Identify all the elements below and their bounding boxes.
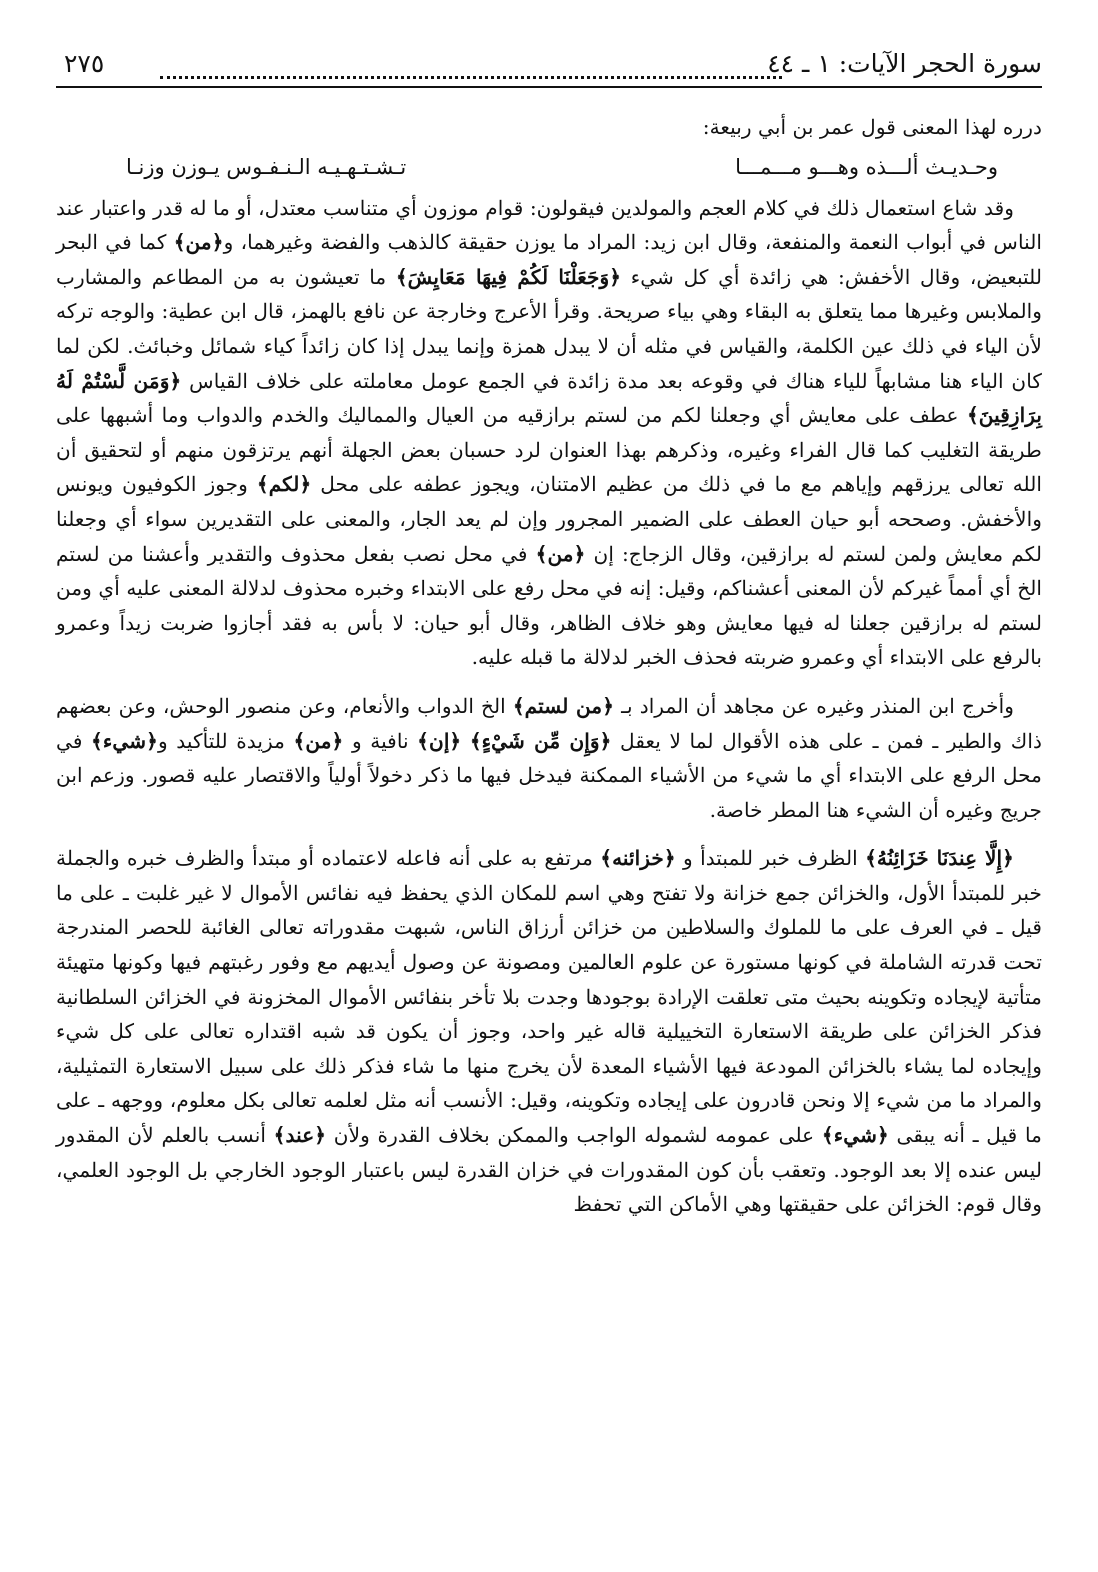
text-segment: في محل الرفع على الابتداء أي ما شيء من الأشياء الممكنة فيدخل فيها ما ذكر دخولاً أولياً والاقتصار عليه قصور. وزعم ابن جريج وغيره أن الشيء هنا المطر خاصة. (56, 728, 1042, 822)
quran-quote: ﴿من لستم﴾ (512, 693, 615, 718)
text-segment: كما في البحر للتبعيض، وقال الأخفش: هي زائدة أي كل شيء (56, 230, 1042, 289)
text-segment: في محل نصب بفعل محذوف والتقدير وأعشنا من لستم الخ أي أمماً غيركم لأن المعنى أعشناكم، وقيل: إنه في محل رفع على الابتداء وخبره محذوف لدلالة المعنى عليه أي ومن لستم له برازقين جعلنا له فيها معايش وهو خلاف الظاهر، وقال أبو حيان: لا بأس به فقد أجازوا ضربت زيداً وعمرو بالرفع على الابتداء أي وعمرو ضربته فحذف الخبر لدلالة ما قبله عليه. (56, 541, 1042, 670)
text-segment: ما تعيشون به من المطاعم والمشارب والملابس وغيرها مما يتعلق به البقاء وهي بياء صريحة. وقرأ الأعرج وخارجة عن نافع بالهمز، قال ابن عطية: والوجه تركه لأن الياء في ذلك عين الكلمة، والقياس في مثله أن لا يبدل همزة وإنما يبدل إذا كان زائداً كياء شمائل وخبائث. لكن لما كان الياء هنا مشابهاً للياء هناك في وقوعه بعد مدة زائدة في الجمع عومل معاملته على خلاف القياس (56, 264, 1042, 393)
poetry-verse (56, 149, 1042, 185)
quran-quote: ﴿شيء﴾ (821, 1123, 889, 1148)
quran-quote: ﴿وَجَعَلْنَا لَكُمْ فِيهَا مَعَايِشَ﴾ (395, 264, 622, 289)
text-segment: مرتفع به على أنه فاعله لاعتماده أو مبتدأ والظرف خبره والجملة خبر للمبتدأ الأول، والخزائن جمع خزانة ولا تفتح وهي اسم للمكان الذي يحفظ فيه نفائس الأموال لا غير غلبت ـ على ما قيل ـ في العرف على ما للملوك والسلاطين من خزائن أرزاق الناس، شبهت مقدوراته تعالى الغائبة للحصر المندرجة تحت قدرته الشاملة في كونها مستورة عن علوم العالمين ومصونة عن وصول أيديهم مع وفور رغبتهم فيها وكونها متهيئة متأتية لإيجاده وتكوينه بحيث متى تعلقت الإرادة بوجودها وجدت بلا تأخر بنفائس الأموال المخزونة في الخزائن السلطانية فذكر الخزائن على طريقة الاستعارة التخييلية قاله غير واحد، وجوز أن يكون قد شبه اقتداره تعالى على كل شيء وإيجاده لما يشاء بالخزائن المودعة فيها الأشياء المعدة لأن يخرج منها ما شاء فذكر ذلك على سبيل الاستعارة التمثيلية، والمراد ما من شيء إلا ونحن قادرون على إيجاده وتكوينه، وقيل: الأنسب أنه مثل لعلمه تعالى بكل معلوم، ووجهه ـ على ما قيل ـ أنه يبقى (56, 846, 1042, 1148)
paragraph-intro (56, 110, 1042, 145)
text-segment: أنسب بالعلم لأن المقدور ليس عنده إلا بعد الوجود. وتعقب بأن كون المقدورات في خزان القدرة ليس باعتبار الوجود الخارجي بل الوجود العلمي، وقال قوم: الخزائن على حقيقتها وهي الأماكن التي تحفظ (56, 1123, 1042, 1217)
text-segment: عطف على معايش أي وجعلنا لكم من لستم برازقيه من العيال والمماليك والخدم والدواب وما أشبهها على طريقة التغليب كما قال الفراء وغيره، وذكرهم بهذا العنوان لرد حسبان بعض الجهلة أنهم يرتزقون منهم أو لتحقيق أن الله تعالى يرزقهم وإياهم مع ما في ذلك من عظيم الامتنان، ويجوز عطفه على محل (56, 403, 1042, 497)
quran-quote: ﴿من﴾ (535, 541, 586, 566)
text-segment: مزيدة للتأكيد و (157, 728, 294, 753)
text-segment: درره لهذا المعنى قول عمر بن أبي ربيعة: (702, 115, 1042, 139)
header-dot-leader (160, 50, 782, 79)
page-number: ٢٧٥ (64, 49, 105, 78)
verse-first-hemistich: وحـديـث ألـــذه وهـــو مـــمـــا (735, 154, 998, 179)
paragraph-maayish (56, 191, 1042, 675)
text-segment: على عمومه لشموله الواجب والممكن بخلاف القدرة ولأن (326, 1123, 822, 1148)
text-segment: وأخرج ابن المنذر وغيره عن مجاهد أن المراد بـ (614, 693, 1014, 718)
quran-quote: ﴿وَمَن لَّسْتُمْ لَهُ بِرَازِقِينَ﴾ (56, 368, 1042, 428)
body-text (56, 110, 1042, 1222)
text-segment: الخ الدواب والأنعام، وعن منصور الوحش، وعن بعضهم ذاك والطير ـ فمن ـ على هذه الأقوال لما لا يعقل (56, 693, 1042, 753)
quran-quote: ﴿إن﴾ (417, 728, 462, 753)
running-header (56, 44, 1042, 88)
quran-quote: ﴿عند﴾ (273, 1123, 327, 1148)
quran-quote: ﴿لكم﴾ (256, 472, 312, 497)
text-segment: الظرف خبر للمبتدأ و (675, 846, 866, 871)
quran-quote: ﴿إِلَّا عِندَنَا خَزَائِنُهُ﴾ (865, 846, 1014, 871)
surah-title: سورة الحجر الآيات: ١ ـ ٤٤ (767, 49, 1042, 78)
quran-quote: ﴿وَإِن مِّن شَيْءٍ﴾ (469, 728, 612, 753)
quran-quote: ﴿من﴾ (173, 230, 224, 255)
verse-second-hemistich: تـشـتـهـيـه الـنـفـوس يـوزن وزنـا (126, 154, 407, 179)
quran-quote: ﴿من﴾ (293, 728, 344, 753)
text-segment (461, 729, 470, 753)
quran-quote: ﴿خزائنه﴾ (600, 846, 676, 871)
text-segment: نافية و (343, 728, 418, 753)
text-segment: وجوز الكوفيون ويونس والأخفش. وصححه أبو حيان العطف على الضمير المجرور وإن لم يعد الجار، والمعنى على التقديرين سواء أي وجعلنا لكم معايش ولمن لستم له برازقين، وقال الزجاج: إن (56, 472, 1042, 566)
book-page (56, 44, 1042, 1544)
paragraph-khazain (56, 841, 1042, 1222)
quran-quote: ﴿شيء﴾ (91, 728, 158, 753)
text-segment: وقد شاع استعمال ذلك في كلام العجم والمولدين فيقولون: قوام موزون أي متناسب معتدل، أو ما له قدر واعتبار عند الناس في أبواب النعمة والمنفعة، وقال ابن زيد: المراد ما يوزن حقيقة كالذهب والفضة وغيرهما، و (56, 195, 1042, 255)
paragraph-man-lastum (56, 689, 1042, 827)
